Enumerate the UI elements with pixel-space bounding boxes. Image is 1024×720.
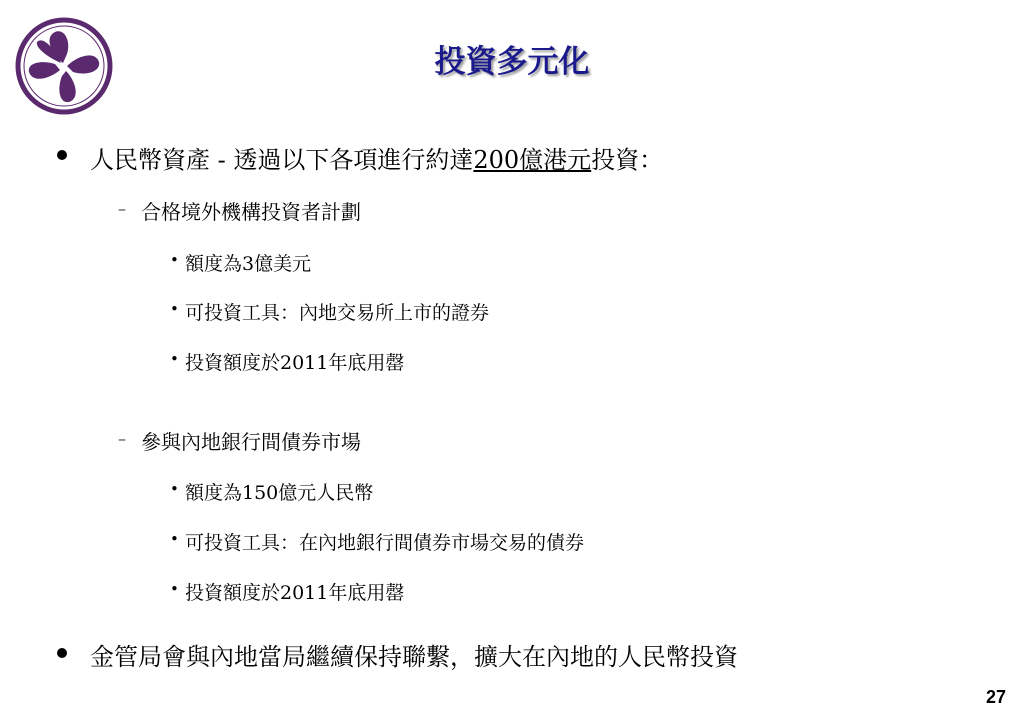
dash-icon: – xyxy=(118,199,126,218)
bullet-icon xyxy=(57,150,67,160)
small-bullet-icon: • xyxy=(170,251,179,269)
small-bullet-icon: • xyxy=(170,480,179,498)
small-bullet-icon: • xyxy=(170,350,179,368)
sub-2-item: 投資額度於2011年底用罄 xyxy=(185,582,405,604)
sub-1-item: 可投資工具：內地交易所上市的證券 xyxy=(185,302,490,324)
bullet-icon xyxy=(57,648,67,658)
page-number: 27 xyxy=(985,687,1006,707)
bullet-2-text: 金管局會與內地當局繼續保持聯繫，擴大在內地的人民幣投資 xyxy=(90,643,738,671)
sub-2-item: 額度為150億元人民幣 xyxy=(185,482,374,504)
bullet-1-amount: 200億港元 xyxy=(473,146,592,174)
bullet-1-text xyxy=(90,140,663,175)
sub-1-item: 投資額度於2011年底用罄 xyxy=(185,352,405,374)
slide-title: 投資多元化 xyxy=(434,44,590,80)
sub-2-label: 參與內地銀行間債券市場 xyxy=(141,430,361,454)
bullet-1-prefix: 人民幣資產 - 透過以下各項進行約達 xyxy=(90,146,474,174)
sub-2-item: 可投資工具：在內地銀行間債券市場交易的債券 xyxy=(185,532,585,554)
small-bullet-icon: • xyxy=(170,300,179,318)
small-bullet-icon: • xyxy=(170,530,179,548)
bullet-1-suffix: 投資： xyxy=(591,146,664,174)
sub-1-item: 額度為3億美元 xyxy=(185,253,312,275)
sub-1-label: 合格境外機構投資者計劃 xyxy=(141,200,361,224)
small-bullet-icon: • xyxy=(170,580,179,598)
dash-icon: – xyxy=(118,429,126,448)
